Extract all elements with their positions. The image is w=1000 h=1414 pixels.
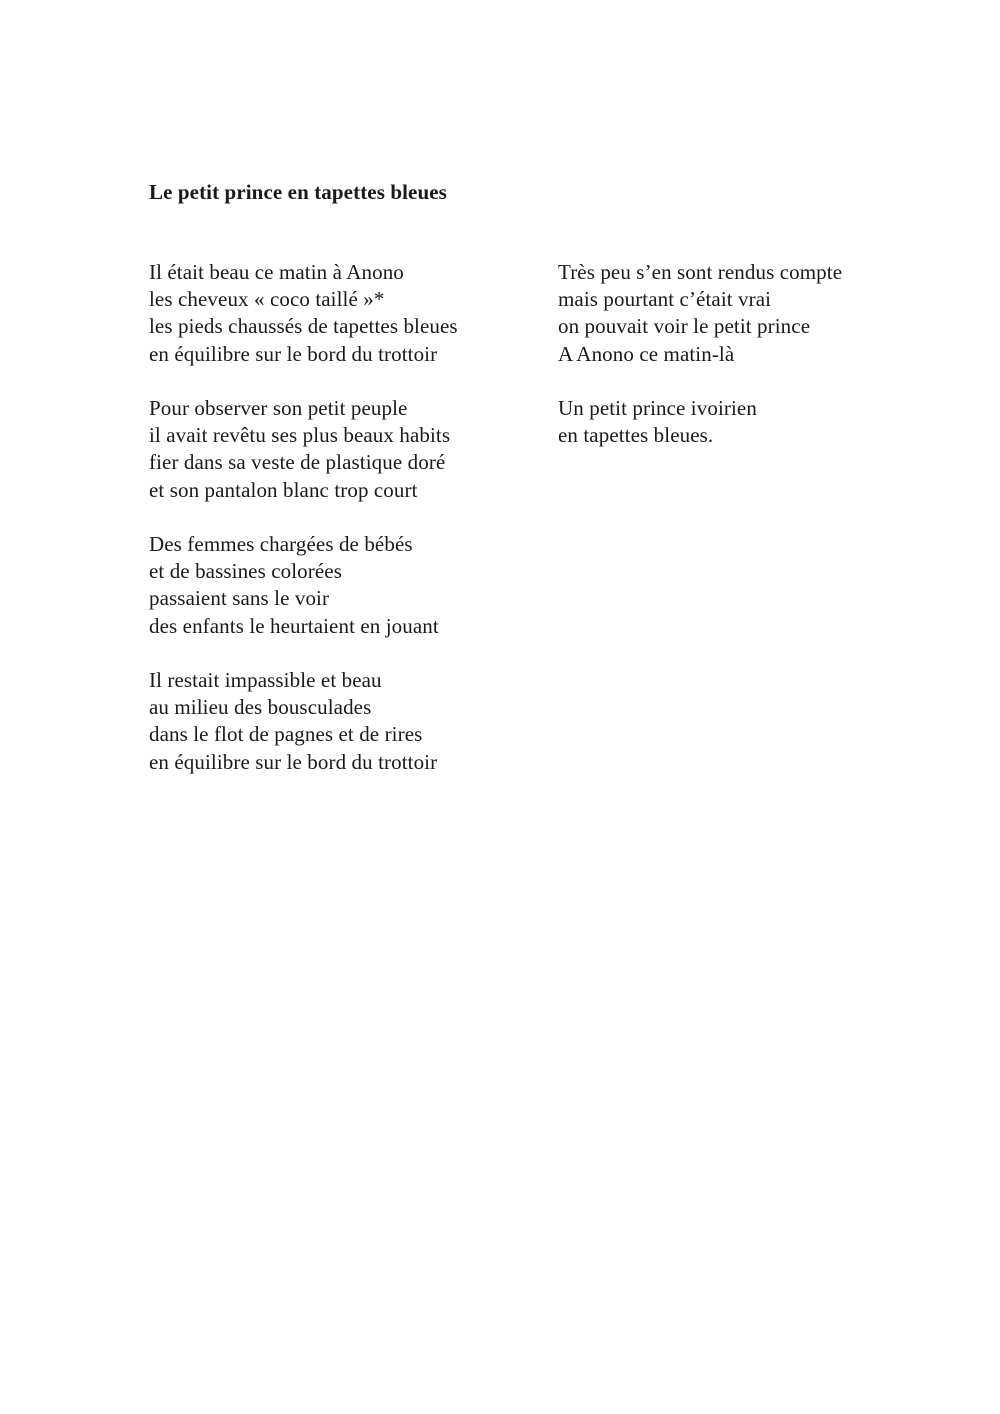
poem-line: en équilibre sur le bord du trottoir bbox=[149, 749, 438, 774]
stanza bbox=[149, 395, 509, 504]
poem-line: Des femmes chargées de bébés bbox=[149, 532, 413, 556]
poem-line: on pouvait voir le petit prince bbox=[558, 314, 811, 339]
stanza bbox=[149, 667, 509, 776]
poem-line: A Anono ce matin-là bbox=[558, 341, 735, 366]
poem-line: des enfants le heurtaient en jouant bbox=[149, 613, 439, 638]
poem-line: en équilibre sur le bord du trottoir bbox=[149, 341, 438, 366]
poem-line: il avait revêtu ses plus beaux habits bbox=[149, 423, 451, 448]
stanza bbox=[558, 259, 888, 368]
poem-title: Le petit prince en tapettes bleues bbox=[149, 180, 447, 204]
poem-left-column bbox=[149, 259, 509, 803]
poem-line: Il restait impassible et beau bbox=[149, 668, 382, 692]
poem-line: dans le flot de pagnes et de rires bbox=[149, 722, 423, 747]
poem-line: mais pourtant c’était vrai bbox=[558, 287, 772, 312]
poem-right-column bbox=[558, 259, 888, 477]
stanza bbox=[149, 259, 509, 368]
poem-line: au milieu des bousculades bbox=[149, 695, 372, 720]
poem-line: Il était beau ce matin à Anono bbox=[149, 260, 404, 284]
poem-line: et de bassines colorées bbox=[149, 559, 342, 584]
poem-line: les cheveux « coco taillé »* bbox=[149, 287, 385, 312]
poem-line: passaient sans le voir bbox=[149, 586, 330, 611]
poem-line: et son pantalon blanc trop court bbox=[149, 477, 418, 502]
poem-line: les pieds chaussés de tapettes bleues bbox=[149, 314, 458, 339]
poem-line: Très peu s’en sont rendus compte bbox=[558, 260, 843, 284]
poem-line: fier dans sa veste de plastique doré bbox=[149, 450, 446, 475]
poem-line: en tapettes bleues. bbox=[558, 423, 714, 448]
stanza bbox=[149, 531, 509, 640]
stanza bbox=[558, 395, 888, 449]
poem-line: Un petit prince ivoirien bbox=[558, 396, 757, 420]
poem-line: Pour observer son petit peuple bbox=[149, 396, 408, 420]
